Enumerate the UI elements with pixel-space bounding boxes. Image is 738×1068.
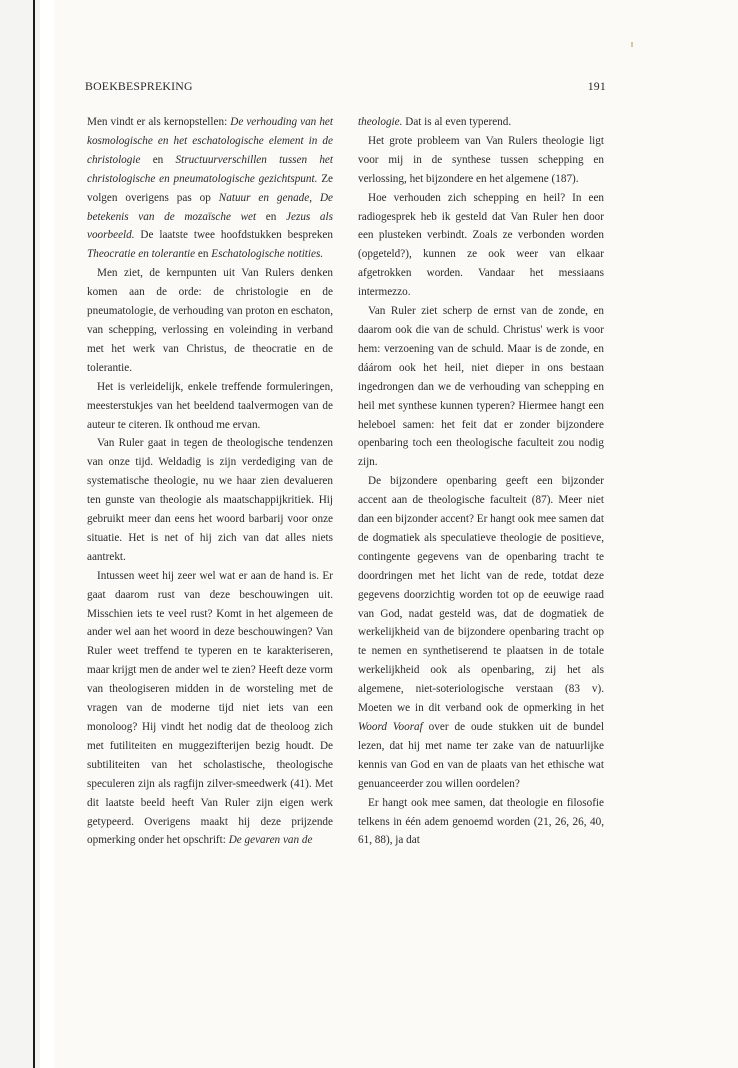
paragraph-left-2: Men ziet, de kernpunten uit Van Rulers denken komen aan de orde: de christologie en de pneumatologie, de verhouding van proton en eschaton, van schepping, verlossing en voleinding in verband met het werk van Christus, de theocratie en de tolerantie. xyxy=(87,267,333,374)
paragraph-left-3: Het is verleidelijk, enkele treffende formuleringen, meesterstukjes van het beeldend taalvermogen van de auteur te citeren. Ik onthoud me ervan. xyxy=(87,380,333,431)
text-span: Intussen weet hij zeer wel wat er aan de hand is. Er gaat daarom rust van deze beschouwingen uit. Misschien iets te veel rust? Komt in het algemeen de ander wel aan het woord in deze beschouwingen? Van Ruler weet treffend te typeren en te karakteriseren, maar krijgt men de ander wel te zien? Heeft deze vorm van theologiseren midden in de worsteling met de vragen van de moderne tijd niet iets van een monoloog? Hij vindt het nodig dat de theoloog zich met futiliteiten en muggezifterijen bezig houdt. De subtiliteiten van het scholastische, theologische speculeren zijn als ragfijn zilver-smeedwerk (41). Met dit laatste beeld heeft Van Ruler zijn eigen werk getypeerd. Overigens maakt hij deze prijzende opmerking onder het opschrift: xyxy=(87,569,334,847)
italic-title: Woord Vooraf xyxy=(358,721,423,733)
paragraph-right-2: Hoe verhouden zich schepping en heil? In een radiogesprek heb ik gesteld dat Van Ruler hen door een plusteken verbindt. Zoals ze verbonden worden (opgeteld?), kunnen ze ook weer van elkaar afgetrokken worden. Vandaar het messiaans intermezzo. xyxy=(358,191,604,299)
text-span: Men vindt er als kernopstellen: xyxy=(87,116,231,128)
page-number: 191 xyxy=(587,79,606,93)
italic-title: Eschatologische notities. xyxy=(211,248,324,261)
paragraph-right-3: Van Ruler ziet scherp de ernst van de zonde, en daarom ook die van de schuld. Christus' werk is voor hem: verzoening van de schuld. Maar is de zonde, en dáárom ook het heil, niet dieper in ons bestaan ingedrongen dan we de verhouding van schepping en heil met synthese kunnen typeren? Hiermee hangt een heleboel samen: het feit dat er zonder bijzondere openbaring toch een theologische faculteit zou nodig zijn. xyxy=(358,305,604,469)
italic-title: Theocratie en tolerantie xyxy=(87,248,196,261)
paragraph-left-4: Van Ruler gaat in tegen de theologische tendenzen van onze tijd. Weldadig is zijn verdediging van de systematische theologie, nu we haar zien devalueren ten gunste van theologie als maatschappijkritiek. Hij gebruikt meer dan eens het woord barbarij voor onze situatie. Het is net of hij zich van dat alles niets aantrekt. xyxy=(87,437,333,563)
paragraph-right-5: Er hangt ook mee samen, dat theologie en filosofie telkens in één adem genoemd worden (21, 26, 26, 40, 61, 88), ja dat xyxy=(358,796,604,847)
text-span: over de oude stukken uit de bundel lezen, dat hij met name ter zake van de natuurlijke kennis van God en van de plaats van het ethische wat genuanceerder zou willen oordelen? xyxy=(358,721,604,790)
italic-title: De verhouding van het kosmologische en het eschatologische element in de christologie xyxy=(87,116,333,166)
text-span: en xyxy=(195,248,212,261)
italic-title: theologie. xyxy=(358,116,403,128)
left-column xyxy=(87,113,333,850)
italic-title: De betekenis van de mozaïsche wet xyxy=(87,191,333,223)
text-span: en xyxy=(256,210,287,223)
italic-title: Structuurverschillen tussen het christologische en pneumatologische gezichtspunt. xyxy=(87,153,333,185)
scan-edge-line xyxy=(33,0,35,1068)
italic-title: Natuur en genade xyxy=(218,191,310,204)
paragraph-left-5 xyxy=(87,567,333,851)
paragraph-right-4 xyxy=(358,472,604,793)
text-span: Ze volgen overigens pas op xyxy=(87,172,333,204)
text-span: Dat is al even typerend. xyxy=(402,116,512,128)
running-title: BOEKBESPREKING xyxy=(85,79,193,93)
right-column xyxy=(358,113,604,850)
paragraph-left-1 xyxy=(87,113,333,264)
text-span: , xyxy=(309,191,320,204)
text-span: De bijzondere openbaring geeft een bijzonder accent aan de theologische faculteit (87). Meer niet dan een bijzonder accent? Er hangt ook mee samen dat de dogmatiek als speculatieve theologie de positieve, contingente gegevens van de openbaring tracht te doordringen met het licht van de rede, totdat deze gegevens doorzichtig worden tot op de eeuwige raad van God, nadat gesteld was, dat de dogmatiek de werkelijkheid van de bijzondere openbaring tracht op te nemen en synthetiserend te plaatsen in de totale werkelijkheid ook als openbaring, zij het als algemene, niet-soteriologische verstaan (83 v). Moeten we in dit verband ook de opmerking in het xyxy=(358,475,604,715)
italic-title: Jezus als voorbeeld. xyxy=(87,210,333,242)
paragraph-right-1: Het grote probleem van Van Rulers theologie ligt voor mij in de synthese tussen schepping en verlossing, het bijzondere en het algemene (187). xyxy=(358,134,604,185)
text-span: De laatste twee hoofdstukken bespreken xyxy=(134,229,333,242)
text-span: en xyxy=(140,153,176,166)
italic-title: De gevaren van de xyxy=(228,834,313,847)
paragraph-right-0 xyxy=(358,113,604,132)
scan-speck xyxy=(631,42,633,47)
